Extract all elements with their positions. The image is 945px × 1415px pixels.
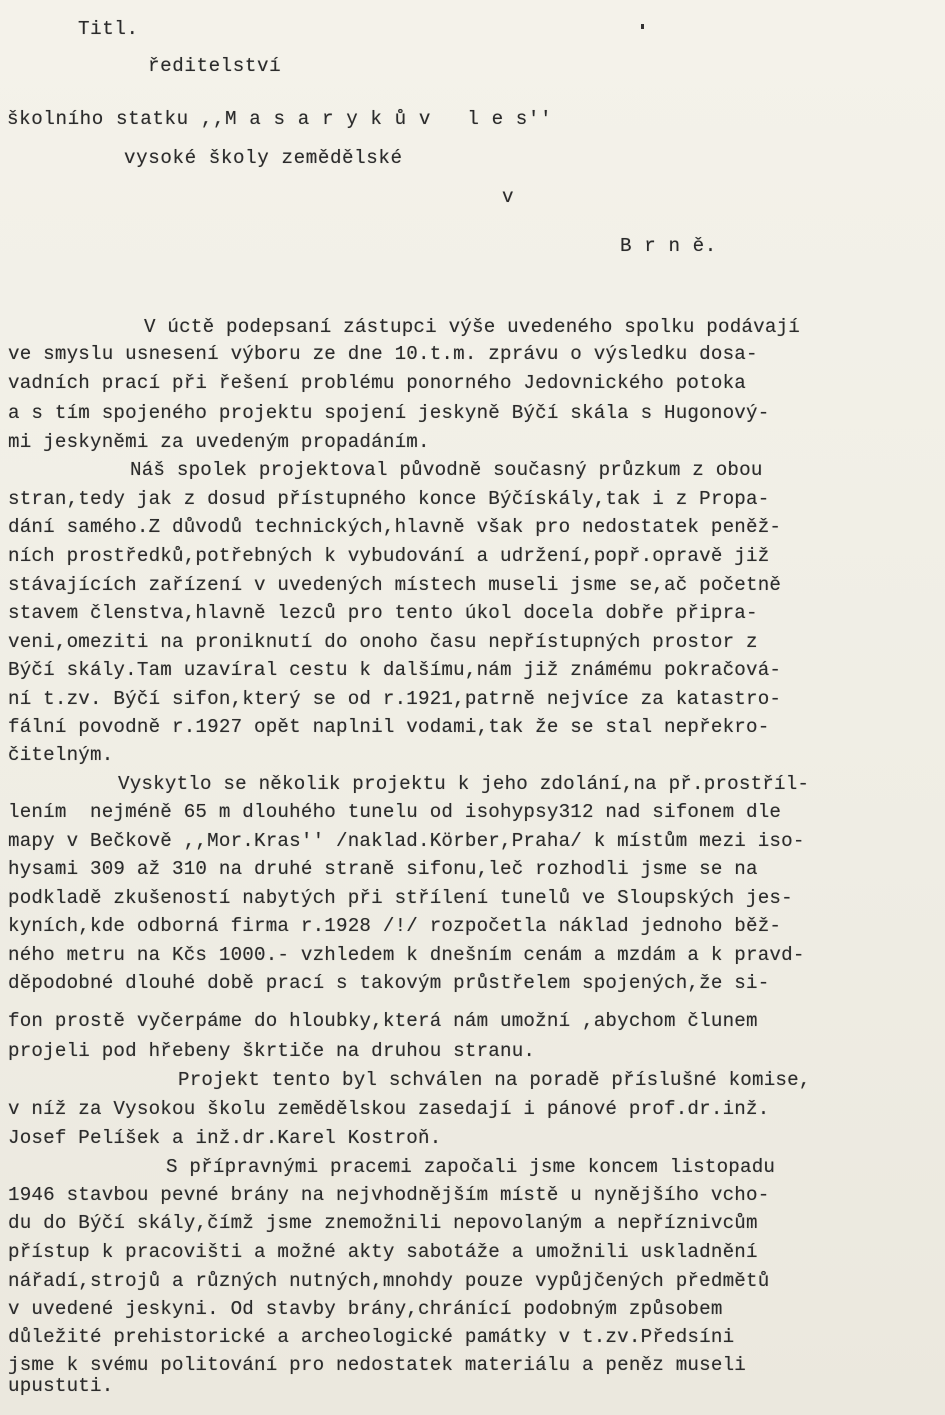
body-line: Býčí skály.Tam uzavíral cestu k dalšímu,nám již známému pokračová-	[8, 659, 782, 681]
body-line: fální povodně r.1927 opět naplnil vodami,tak že se stal nepřekro-	[8, 716, 770, 738]
body-line: upustuti.	[8, 1375, 114, 1397]
body-line: Vyskytlo se několik projektu k jeho zdolání,na př.prostříl-	[118, 773, 810, 795]
recipient-line-1: ředitelství	[148, 55, 282, 77]
recipient-city: B r n ě.	[620, 235, 717, 257]
body-line: S přípravnými pracemi započali jsme koncem listopadu	[166, 1156, 776, 1178]
body-line: jsme k svému politování pro nedostatek materiálu a peněz museli	[8, 1354, 747, 1376]
body-line: mapy v Bečkově ,,Mor.Kras'' /naklad.Körber,Praha/ k místům mezi iso-	[8, 830, 805, 852]
body-line: 1946 stavbou pevné brány na nejvhodnějším místě u nynějšího vcho-	[8, 1184, 770, 1206]
body-line: projeli pod hřebeny škrtiče na druhou stranu.	[8, 1040, 536, 1062]
body-line: kyních,kde odborná firma r.1928 /!/ rozpočetla náklad jednoho běž-	[8, 915, 782, 937]
salutation: Titl.	[78, 18, 139, 40]
body-line: stran,tedy jak z dosud přístupného konce Býčískály,tak i z Propa-	[8, 488, 770, 510]
body-line: dání samého.Z důvodů technických,hlavně však pro nedostatek peněž-	[8, 516, 782, 538]
body-line: nářadí,strojů a různých nutných,mnohdy pouze vypůjčených předmětů	[8, 1270, 770, 1292]
body-line: hysami 309 až 310 na druhé straně sifonu,leč rozhodli jsme se na	[8, 858, 758, 880]
body-line: přístup k pracovišti a možné akty sabotáže a umožnili uskladnění	[8, 1241, 758, 1263]
recipient-line-2: školního statku ,,M a s a r y k ů v l e s''	[7, 108, 553, 130]
body-line: Náš spolek projektoval původně současný průzkum z obou	[130, 459, 763, 481]
body-line: mi jeskyněmi za uvedeným propadáním.	[8, 431, 430, 453]
body-line: ného metru na Kčs 1000.- vzhledem k dnešním cenám a mzdám a k pravd-	[8, 944, 805, 966]
body-line: čitelným.	[8, 744, 114, 766]
body-line: v uvedené jeskyni. Od stavby brány,chránící podobným způsobem	[8, 1298, 723, 1320]
body-line: vadních prací při řešení problému ponorného Jedovnického potoka	[8, 372, 747, 394]
body-line: fon prostě vyčerpáme do hloubky,která nám umožní ,abychom člunem	[8, 1010, 758, 1032]
body-line: děpodobné dlouhé době prací s takovým průstřelem spojených,že si-	[8, 972, 770, 994]
body-line: Projekt tento byl schválen na poradě příslušné komise,	[178, 1069, 811, 1091]
body-line: důležité prehistorické a archeologické památky v t.zv.Předsíni	[8, 1326, 735, 1348]
body-line: Josef Pelíšek a inž.dr.Karel Kostroň.	[8, 1127, 442, 1149]
body-line: ní t.zv. Býčí sifon,který se od r.1921,patrně nejvíce za katastro-	[8, 688, 782, 710]
body-line: a s tím spojeného projektu spojení jeskyně Býčí skála s Hugonový-	[8, 402, 770, 424]
body-line: du do Býčí skály,čímž jsme znemožnili nepovolaným a nepříznivcům	[8, 1212, 758, 1234]
body-line: stávajících zařízení v uvedených místech museli jsme se,ač početně	[8, 574, 782, 596]
body-line: ve smyslu usnesení výboru ze dne 10.t.m. zprávu o výsledku dosa-	[8, 343, 758, 365]
recipient-line-4: v	[502, 186, 515, 208]
body-line: v níž za Vysokou školu zemědělskou zasedají i pánové prof.dr.inž.	[8, 1098, 770, 1120]
body-line: lením nejméně 65 m dlouhého tunelu od isohypsy312 nad sifonem dle	[8, 801, 782, 823]
body-line: V úctě podepsaní zástupci výše uvedeného spolku podávají	[144, 316, 801, 338]
body-line: ních prostředků,potřebných k vybudování a udržení,popř.opravě již	[8, 545, 770, 567]
recipient-line-3: vysoké školy zemědělské	[124, 147, 403, 169]
body-line: veni,omeziti na proniknutí do onoho času nepřístupných prostor z	[8, 631, 758, 653]
body-line: stavem členstva,hlavně lezců pro tento úkol docela dobře připra-	[8, 602, 758, 624]
ink-mark	[641, 24, 644, 29]
body-line: podkladě zkušeností nabytých při střílení tunelů ve Sloupských jes-	[8, 887, 793, 909]
